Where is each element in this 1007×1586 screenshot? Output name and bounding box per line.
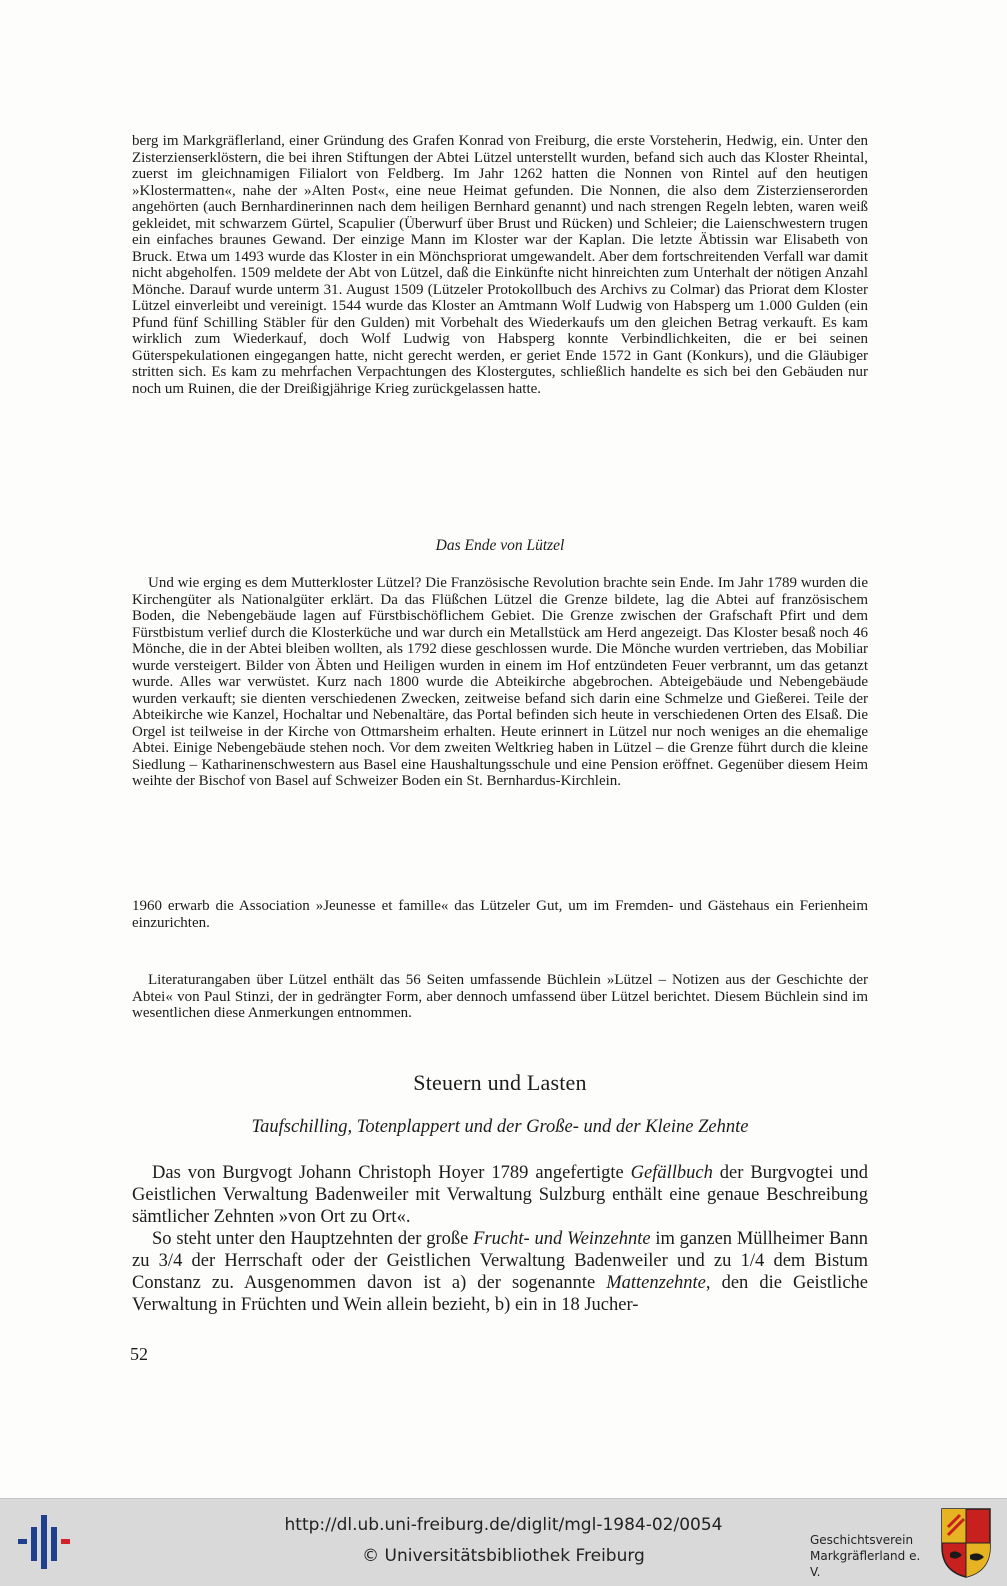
text-block-4 (132, 972, 868, 1022)
society-name-line: Markgräflerland e. V. (810, 1549, 921, 1579)
emphasis: Gefällbuch (630, 1163, 713, 1183)
text-block-1 (132, 133, 868, 397)
text-run: der Burgvogtei und Geistlichen Verwaltung Badenweiler mit Verwaltung Sulzburg enthält eine genaue Beschreibung sämtlicher Zehnten »von Ort zu Ort«. (132, 1163, 868, 1227)
paragraph: berg im Markgräflerland, einer Gründung des Grafen Konrad von Freiburg, die erste Vorsteherin, Hedwig, ein. Unter den Zisterzienserklöstern, die bei ihren Stiftungen der Abtei Lützel unterstellt wurden, befand sich auch das Kloster Rheintal, zuerst im gleichnamigen Filialort von Feldberg. Im Jahr 1262 hatten die Nonnen von Rintel auf den heutigen »Klostermatten«, nahe der »Alten Post«, eine neue Heimat gefunden. Die Nonnen, die also dem Zisterzienserorden angehörten (auch Bernhardinerinnen nach dem heiligen Bernhard genannt) und nach strengen Regeln lebten, waren weiß gekleidet, mit schwarzem Gürtel, Scapulier (Überwurf über Brust und Rücken) und Schleier; die Laienschwestern trugen ein einfaches braunes Gewand. Der einzige Mann im Kloster war der Kaplan. Die letzte Äbtissin war Elisabeth von Bruck. Etwa um 1493 wurde das Kloster in ein Mönchspriorat umgewandelt. Aber dem fortschreitenden Verfall war damit nicht abgeholfen. 1509 meldete der Abt von Lützel, daß die Einkünfte nicht hinreichten zum Unterhalt der nötigen Anzahl Mönche. Darauf wurde unterm 31. August 1509 (Lützeler Protokollbuch des Archivs zu Colmar) das Priorat dem Kloster Lützel einverleibt und vereinigt. 1544 wurde das Kloster an Amtmann Wolf Ludwig von Habsperg um 1.000 Gulden (ein Pfund fünf Schilling Stäbler für den Gulden) mit Vorbehalt des Wiederkaufs um den gleichen Betrag verkauft. Es kam wirklich zum Wiederkauf, doch Wolf Ludwig von Habsperg konnte Verbindlichkeiten, die er bei seinen Güterspekulationen eingegangen hatte, nicht gerecht werden, er geriet Ende 1572 in Gant (Konkurs), und die Gläubiger stritten sich. Es kam zu mehrfachen Verpachtungen des Klostergutes, schließlich handelte es sich bei den Gebäuden nur noch um Ruinen, die der Dreißigjährige Krieg zurückgelassen hatte. (132, 133, 868, 397)
copyright-notice: © Universitätsbibliothek Freiburg (362, 1546, 645, 1566)
text-block-2 (132, 575, 868, 790)
text-run: , den die Geistliche Verwaltung in Früchten und Wein allein bezieht, b) ein in 18 Jucher- (132, 1273, 868, 1315)
society-name-line: Geschichtsverein (810, 1533, 914, 1547)
text-block-5 (132, 1162, 868, 1316)
footer-bar (0, 1498, 1007, 1586)
chapter-title-block (132, 1070, 868, 1096)
section-heading-block (132, 537, 868, 555)
paragraph: 1960 erwarb die Association »Jeunesse et famille« das Lützeler Gut, um im Fremden- und Gästehaus ein Ferienheim einzurichten. (132, 898, 868, 931)
chapter-title: Steuern und Lasten (413, 1070, 587, 1095)
coat-of-arms-icon (940, 1507, 992, 1579)
emphasis: Mattenzehnte (606, 1273, 706, 1293)
chapter-subtitle-block (132, 1117, 868, 1138)
paragraph (132, 1162, 868, 1228)
emphasis: Frucht- und Weinzehnte (473, 1229, 651, 1249)
text-run: im ganzen Müllheimer Bann zu 3/4 der Herrschaft oder der Geistlichen Verwaltung Badenweiler und zu 1/4 dem Bistum Constanz zu. Ausgenommen davon ist a) der sogenannte (132, 1229, 868, 1293)
text-block-3 (132, 898, 868, 931)
chapter-subtitle: Taufschilling, Totenplappert und der Große- und der Kleine Zehnte (251, 1117, 749, 1137)
literature-note: Literaturangaben über Lützel enthält das 56 Seiten umfassende Büchlein »Lützel – Notizen aus der Geschichte der Abtei« von Paul Stinzi, der in gedrängter Form, aber dennoch umfassend über Lützel berichtet. Diesem Büchlein sind im wesentlichen diese Anmerkungen entnommen. (132, 972, 868, 1021)
section-heading: Das Ende von Lützel (435, 537, 565, 554)
society-name (810, 1532, 930, 1580)
text-run: So steht unter den Hauptzehnten der große (152, 1229, 474, 1249)
document-url[interactable]: http://dl.ub.uni-freiburg.de/diglit/mgl-1984-02/0054 (284, 1515, 723, 1535)
paragraph: Und wie erging es dem Mutterkloster Lützel? Die Französische Revolution brachte sein Ende. Im Jahr 1789 wurden die Kirchengüter als Nationalgüter erklärt. Da das Flüßchen Lützel die Grenze bildete, lag die Abtei auf französischem Boden, die Nebengebäude lagen auf Fürstbischöflichem Gebiet. Die Grenze zwischen der Grafschaft Pfirt und dem Fürstbistum verlief durch die Klosterküche und war durch ein Metallstück am Herd angezeigt. Das Kloster besaß noch 46 Mönche, die in der Abtei bleiben wollten, als 1792 diese geschlossen wurde. Die Mönche wurden vertrieben, das Mobiliar wurde versteigert. Bilder von Äbten und Heiligen wurden in einem im Hof entzündeten Feuer verbrannt, um das getanzt wurde. Alles war verwüstet. Kurz nach 1800 wurde die Abteikirche abgebrochen. Abteigebäude und Nebengebäude wurden verkauft; sie dienten verschiedenen Zwecken, zeitweise befand sich darin eine Schmelze und Gießerei. Teile der Abteikirche wie Kanzel, Hochaltar und Nebenaltäre, das Portal befinden sich heute in verschiedenen Orten des Elsaß. Die Orgel ist teilweise in der Kirche von Ottmarsheim erhalten. Heute erinnert in Lützel nur noch weniges an die ehemalige Abtei. Einige Nebengebäude stehen noch. Vor dem zweiten Weltkrieg haben in Lützel – die Grenze führt durch die kleine Siedlung – Katharinenschwestern aus Basel eine Haushaltungsschule und eine Pension eröffnet. Gegenüber diesem Heim weihte der Bischof von Basel auf Schweizer Boden ein St. Bernhardus-Kirchlein. (132, 575, 868, 789)
page-number: 52 (130, 1344, 148, 1364)
paragraph (132, 1228, 868, 1316)
text-run: Das von Burgvogt Johann Christoph Hoyer 1789 angefertigte (152, 1163, 631, 1183)
